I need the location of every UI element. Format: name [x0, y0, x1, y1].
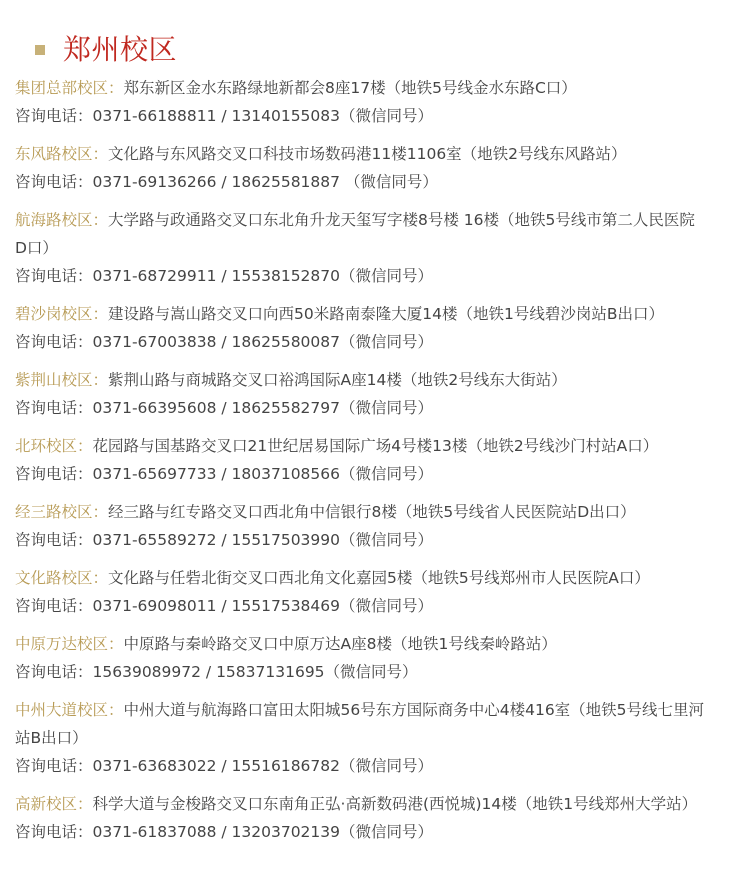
- campus-phone-line: [15, 658, 735, 686]
- campus-phone-line: [15, 460, 735, 488]
- square-bullet-icon: [35, 45, 45, 55]
- campus-address-line: [15, 630, 705, 658]
- campus-address-line: [15, 498, 705, 526]
- campus-phone-line: [15, 526, 735, 554]
- campus-phone[interactable]: 0371-67003838 / 18625580087（微信同号）: [92, 333, 434, 351]
- campus-phone-line: [15, 592, 735, 620]
- phone-prefix: 咨询电话：: [15, 597, 93, 615]
- campus-phone[interactable]: 0371-61837088 / 13203702139（微信同号）: [92, 823, 434, 841]
- campus-address-line: [15, 300, 705, 328]
- campus-name: 文化路校区：: [15, 569, 109, 587]
- phone-prefix: 咨询电话：: [15, 333, 93, 351]
- campus-address: 紫荆山路与商城路交叉口裕鸿国际A座14楼（地铁2号线东大街站）: [108, 371, 567, 389]
- campus-phone-line: [15, 262, 735, 290]
- campus-address-line: [15, 206, 705, 262]
- campus-name: 北环校区：: [15, 437, 93, 455]
- campus-item: [15, 206, 735, 290]
- campus-address-line: [15, 366, 705, 394]
- campus-item: [15, 300, 735, 356]
- campus-phone[interactable]: 0371-66188811 / 13140155083（微信同号）: [92, 107, 434, 125]
- campus-address: 文化路与任砦北街交叉口西北角文化嘉园5楼（地铁5号线郑州市人民医院A口）: [108, 569, 650, 587]
- campus-item: [15, 74, 735, 130]
- campus-phone-line: [15, 168, 735, 196]
- campus-phone-line: [15, 818, 735, 846]
- section-header: [15, 28, 735, 72]
- campus-address: 大学路与政通路交叉口东北角升龙天玺写字楼8号楼 16楼（地铁5号线市第二人民医院D口）: [15, 211, 695, 257]
- campus-address: 文化路与东风路交叉口科技市场数码港11楼1106室（地铁2号线东风路站）: [108, 145, 627, 163]
- campus-address-line: [15, 696, 705, 752]
- campus-list: [15, 74, 735, 846]
- campus-name: 高新校区：: [15, 795, 93, 813]
- phone-prefix: 咨询电话：: [15, 267, 93, 285]
- campus-item: [15, 790, 735, 846]
- campus-name: 集团总部校区：: [15, 79, 124, 97]
- campus-address-line: [15, 790, 705, 818]
- phone-prefix: 咨询电话：: [15, 663, 93, 681]
- campus-address-line: [15, 432, 705, 460]
- phone-prefix: 咨询电话：: [15, 823, 93, 841]
- campus-address: 经三路与红专路交叉口西北角中信银行8楼（地铁5号线省人民医院站D出口）: [108, 503, 636, 521]
- campus-address-line: [15, 74, 705, 102]
- phone-prefix: 咨询电话：: [15, 757, 93, 775]
- campus-item: [15, 498, 735, 554]
- phone-prefix: 咨询电话：: [15, 107, 93, 125]
- campus-name: 经三路校区：: [15, 503, 109, 521]
- campus-address: 郑东新区金水东路绿地新都会8座17楼（地铁5号线金水东路C口）: [123, 79, 577, 97]
- campus-phone-line: [15, 394, 735, 422]
- phone-prefix: 咨询电话：: [15, 531, 93, 549]
- campus-address: 中原路与秦岭路交叉口中原万达A座8楼（地铁1号线秦岭路站）: [123, 635, 557, 653]
- campus-phone-line: [15, 328, 735, 356]
- campus-phone[interactable]: 0371-63683022 / 15516186782（微信同号）: [92, 757, 434, 775]
- campus-item: [15, 696, 735, 780]
- campus-address: 建设路与嵩山路交叉口向西50米路南泰隆大厦14楼（地铁1号线碧沙岗站B出口）: [108, 305, 664, 323]
- campus-item: [15, 432, 735, 488]
- campus-phone[interactable]: 0371-69136266 / 18625581887 （微信同号）: [92, 173, 438, 191]
- campus-phone[interactable]: 15639089972 / 15837131695（微信同号）: [92, 663, 418, 681]
- campus-name: 中原万达校区：: [15, 635, 124, 653]
- campus-address: 科学大道与金梭路交叉口东南角正弘·高新数码港(西悦城)14楼（地铁1号线郑州大学站）: [92, 795, 698, 813]
- phone-prefix: 咨询电话：: [15, 465, 93, 483]
- campus-item: [15, 366, 735, 422]
- campus-phone[interactable]: 0371-68729911 / 15538152870（微信同号）: [92, 267, 434, 285]
- campus-phone[interactable]: 0371-65697733 / 18037108566（微信同号）: [92, 465, 434, 483]
- campus-name: 紫荆山校区：: [15, 371, 109, 389]
- campus-phone-line: [15, 752, 735, 780]
- campus-phone-line: [15, 102, 735, 130]
- campus-address-line: [15, 564, 705, 592]
- campus-name: 中州大道校区：: [15, 701, 124, 719]
- campus-item: [15, 564, 735, 620]
- phone-prefix: 咨询电话：: [15, 173, 93, 191]
- campus-name: 东风路校区：: [15, 145, 109, 163]
- campus-address: 花园路与国基路交叉口21世纪居易国际广场4号楼13楼（地铁2号线沙门村站A口）: [92, 437, 659, 455]
- section-title: 郑州校区: [63, 33, 178, 66]
- campus-phone[interactable]: 0371-69098011 / 15517538469（微信同号）: [92, 597, 434, 615]
- campus-address-line: [15, 140, 705, 168]
- phone-prefix: 咨询电话：: [15, 399, 93, 417]
- campus-name: 碧沙岗校区：: [15, 305, 109, 323]
- campus-name: 航海路校区：: [15, 211, 109, 229]
- campus-phone[interactable]: 0371-65589272 / 15517503990（微信同号）: [92, 531, 434, 549]
- campus-address: 中州大道与航海路口富田太阳城56号东方国际商务中心4楼416室（地铁5号线七里河站B出口）: [15, 701, 705, 747]
- campus-item: [15, 630, 735, 686]
- campus-phone[interactable]: 0371-66395608 / 18625582797（微信同号）: [92, 399, 434, 417]
- campus-item: [15, 140, 735, 196]
